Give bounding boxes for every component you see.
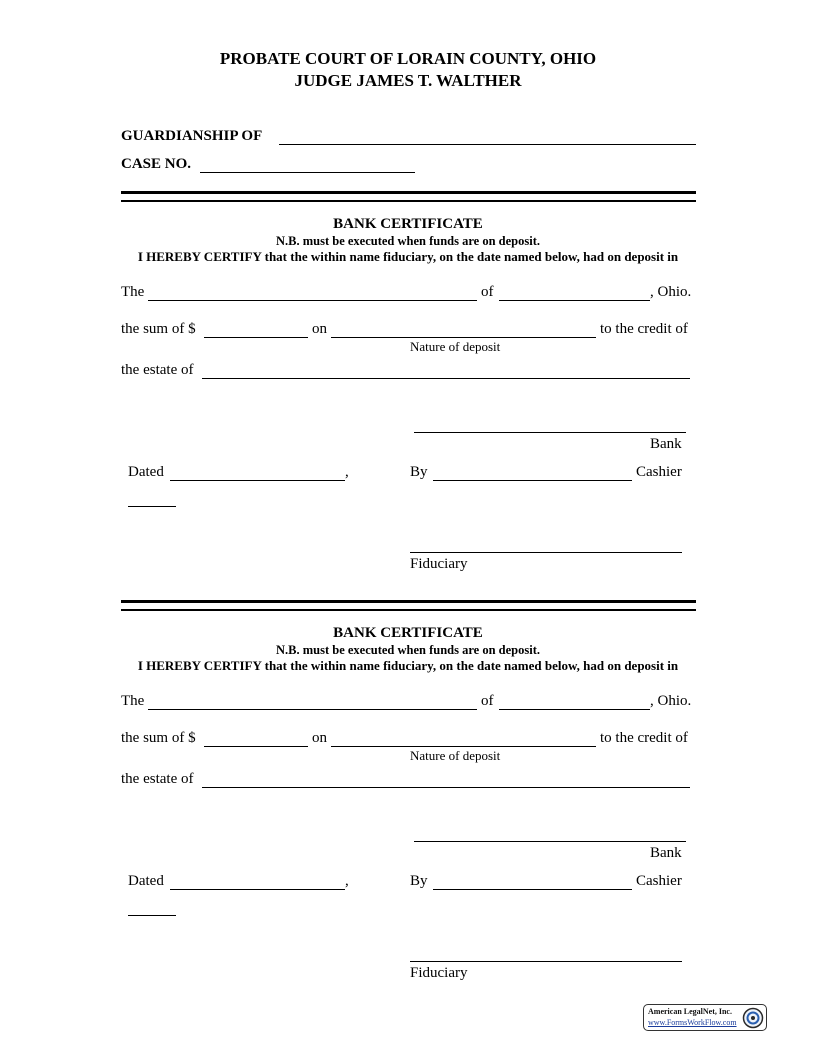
dated-label: Dated: [128, 464, 164, 480]
nature-caption: Nature of deposit: [410, 339, 501, 354]
judge-name: JUDGE JAMES T. WALTHER: [294, 71, 522, 90]
ohio-label: , Ohio.: [650, 693, 692, 709]
date-field[interactable]: [170, 480, 345, 481]
guardianship-field[interactable]: [279, 144, 696, 145]
by-label: By: [410, 464, 428, 480]
certify-statement: I HEREBY CERTIFY that the within name fiduciary, on the date named below, had on deposit in: [137, 658, 679, 673]
by-label: By: [410, 873, 428, 889]
sum-label: the sum of $: [121, 730, 196, 746]
bank-signature-line[interactable]: [414, 432, 686, 433]
estate-field[interactable]: [202, 378, 690, 379]
case-number-label: CASE NO.: [121, 156, 192, 172]
logo-url-link[interactable]: www.FormsWorkFlow.com: [648, 1018, 737, 1027]
date-field[interactable]: [170, 889, 345, 890]
nature-caption: Nature of deposit: [410, 748, 501, 763]
certificate-title: BANK CERTIFICATE: [333, 216, 483, 232]
fiduciary-caption: Fiduciary: [410, 965, 468, 981]
on-label: on: [312, 730, 327, 746]
of-label: of: [481, 284, 494, 300]
bank-caption: Bank: [650, 845, 682, 861]
case-number-field[interactable]: [200, 172, 415, 173]
section-divider: [121, 600, 696, 611]
estate-label: the estate of: [121, 362, 194, 378]
court-title: PROBATE COURT OF LORAIN COUNTY, OHIO: [219, 49, 597, 68]
cashier-signature-field[interactable]: [433, 889, 632, 890]
date-comma: ,: [345, 873, 349, 889]
bank-signature-line[interactable]: [414, 841, 686, 842]
year-field[interactable]: [128, 506, 176, 507]
amount-field[interactable]: [204, 337, 308, 338]
deposit-nature-field[interactable]: [331, 337, 596, 338]
city-field[interactable]: [499, 300, 650, 301]
cashier-signature-field[interactable]: [433, 480, 632, 481]
the-label: The: [121, 284, 145, 300]
of-label: of: [481, 693, 494, 709]
certify-statement: I HEREBY CERTIFY that the within name fiduciary, on the date named below, had on deposit in: [137, 249, 679, 264]
date-comma: ,: [345, 464, 349, 480]
ohio-label: , Ohio.: [650, 284, 692, 300]
globe-icon: [742, 1007, 764, 1034]
estate-label: the estate of: [121, 771, 194, 787]
fiduciary-signature-line[interactable]: [410, 552, 682, 553]
the-label: The: [121, 693, 145, 709]
legalnet-logo[interactable]: [643, 1004, 767, 1031]
dated-label: Dated: [128, 873, 164, 889]
section-divider: [121, 191, 696, 202]
certificate-title: BANK CERTIFICATE: [333, 625, 483, 641]
credit-label: to the credit of: [600, 321, 688, 337]
cashier-label: Cashier: [636, 464, 682, 480]
cashier-label: Cashier: [636, 873, 682, 889]
estate-field[interactable]: [202, 787, 690, 788]
amount-field[interactable]: [204, 746, 308, 747]
certificate-note: N.B. must be executed when funds are on deposit.: [275, 643, 541, 657]
certificate-note: N.B. must be executed when funds are on deposit.: [275, 234, 541, 248]
bank-name-field[interactable]: [148, 709, 477, 710]
city-field[interactable]: [499, 709, 650, 710]
guardianship-label: GUARDIANSHIP OF: [121, 128, 263, 144]
logo-brand: American LegalNet, Inc.: [648, 1007, 732, 1016]
credit-label: to the credit of: [600, 730, 688, 746]
bank-name-field[interactable]: [148, 300, 477, 301]
deposit-nature-field[interactable]: [331, 746, 596, 747]
year-field[interactable]: [128, 915, 176, 916]
on-label: on: [312, 321, 327, 337]
bank-caption: Bank: [650, 436, 682, 452]
sum-label: the sum of $: [121, 321, 196, 337]
fiduciary-caption: Fiduciary: [410, 556, 468, 572]
fiduciary-signature-line[interactable]: [410, 961, 682, 962]
